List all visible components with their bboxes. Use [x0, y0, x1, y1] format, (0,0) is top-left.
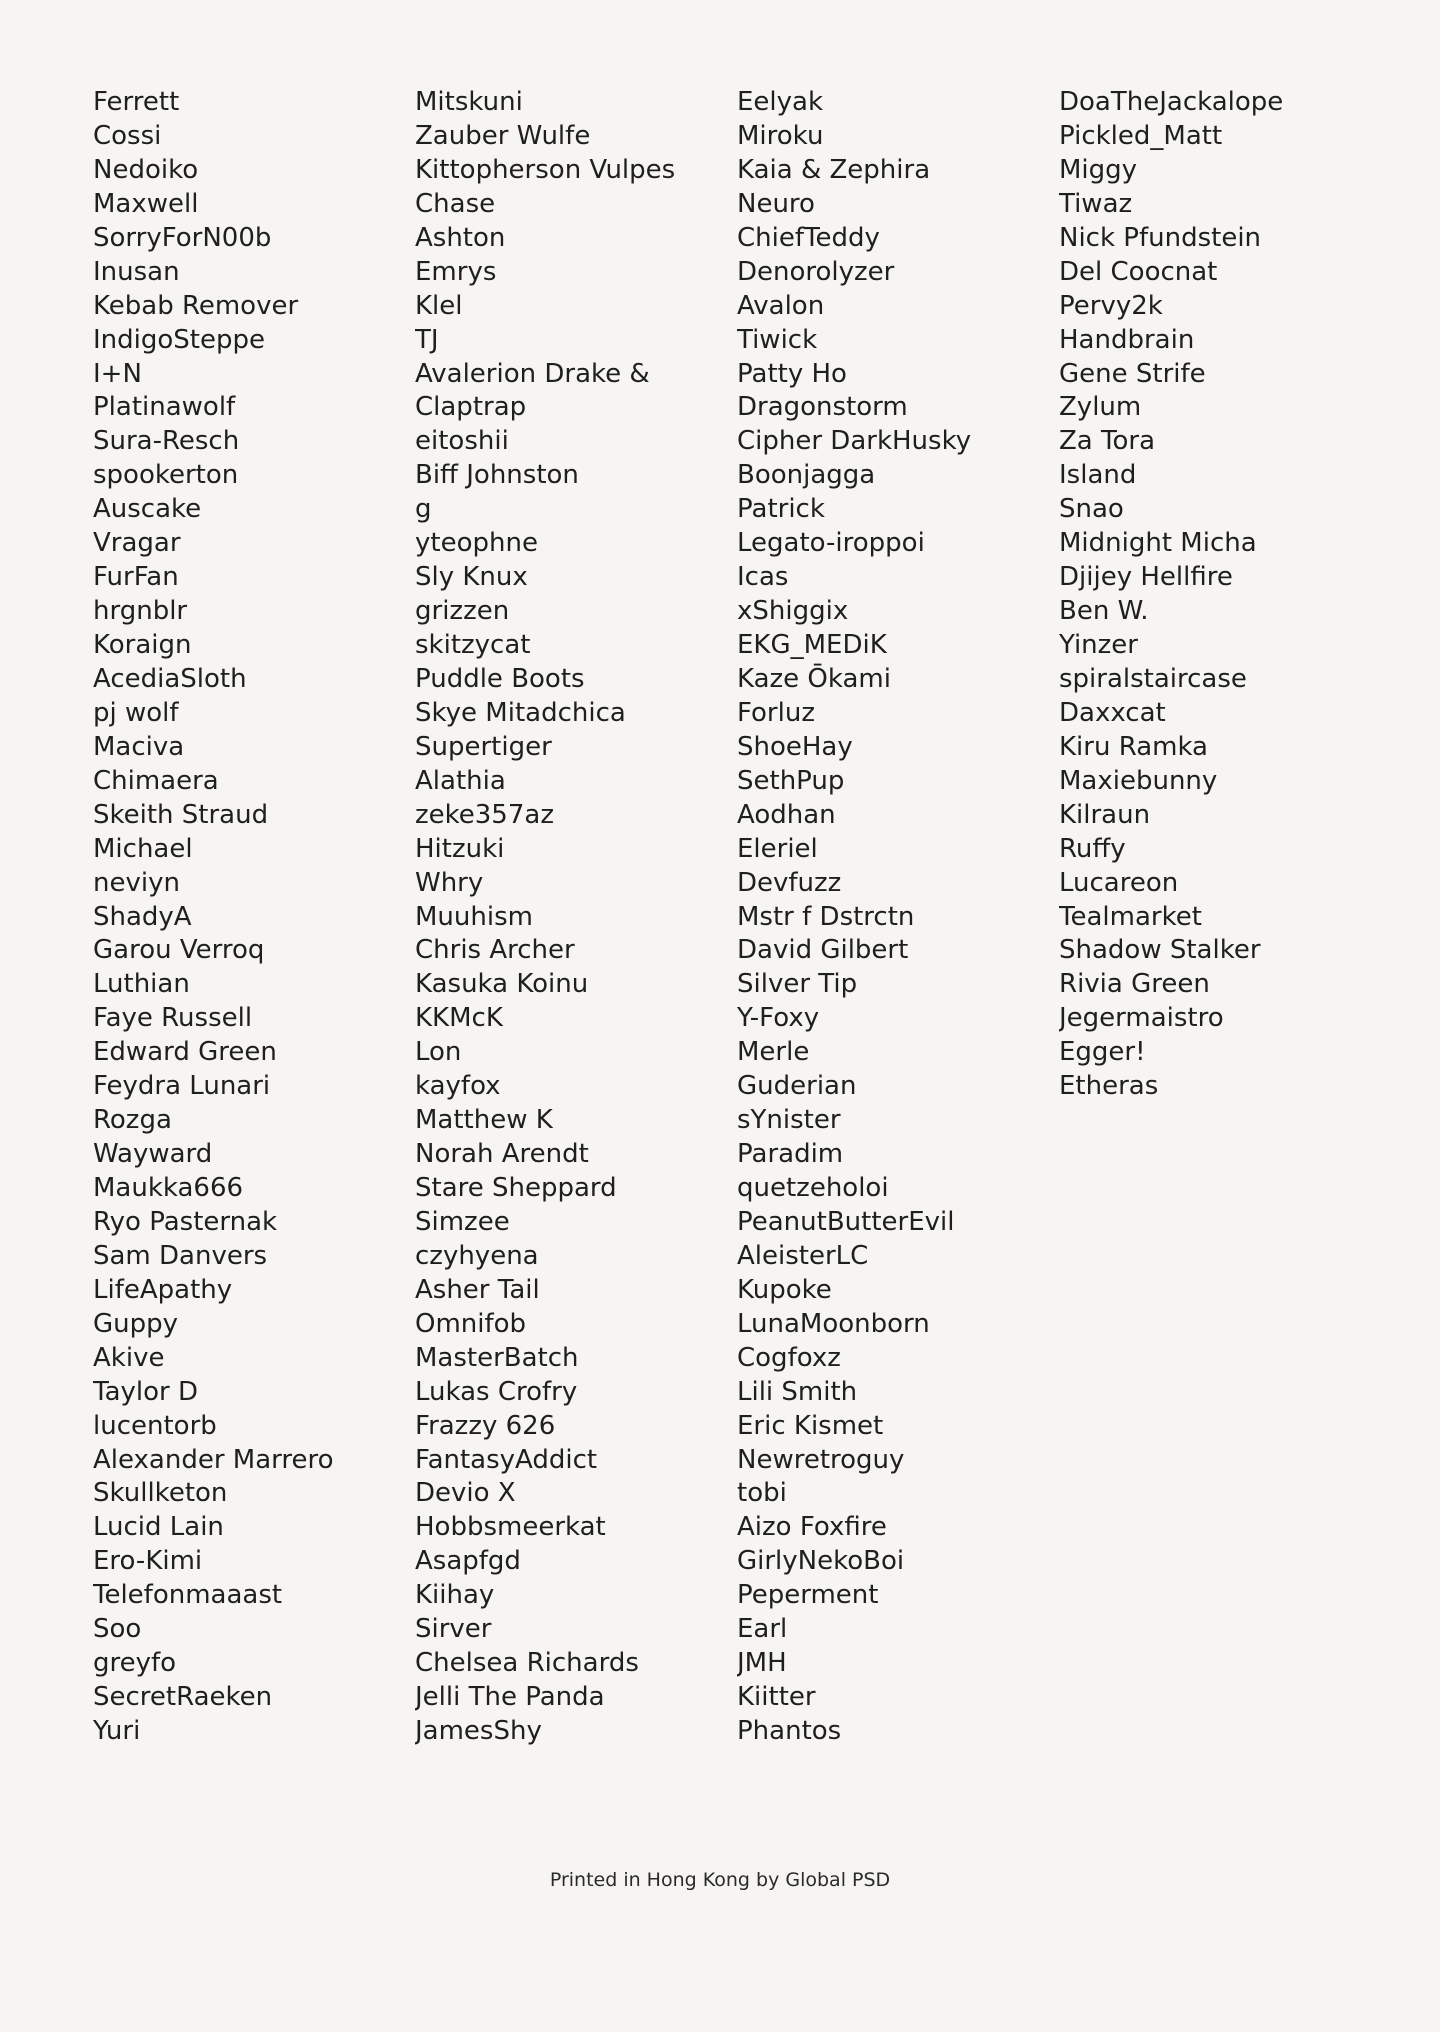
list-item: Koraign	[93, 630, 192, 660]
list-item: Chimaera	[93, 765, 219, 796]
list-item: Emrys	[415, 256, 497, 287]
list-item: Alathia	[415, 765, 506, 796]
list-item: eitoshii	[415, 426, 509, 457]
list-item: Ruffy	[1059, 833, 1126, 864]
list-item: Phantos	[737, 1716, 842, 1746]
list-item: Mitskuni	[415, 87, 523, 117]
list-item: Djijey Hellfire	[1059, 562, 1233, 593]
list-item: Pickled_Matt	[1059, 120, 1223, 151]
list-item: Eelyak	[737, 87, 824, 117]
list-item: Muuhism	[415, 901, 533, 932]
list-item: Skullketon	[93, 1478, 228, 1509]
list-item: kayfox	[415, 1071, 501, 1102]
list-item: Whry	[415, 867, 484, 898]
printer-credit: Printed in Hong Kong by Global PSD	[549, 1869, 891, 1891]
list-item: ShoeHay	[737, 731, 853, 762]
list-item: Nick Pfundstein	[1059, 222, 1262, 253]
list-item: pj wolf	[93, 697, 179, 728]
list-item: g	[415, 494, 432, 525]
list-item: Luthian	[93, 969, 190, 1000]
list-item: Forluz	[737, 697, 815, 728]
list-item: Shadow Stalker	[1059, 935, 1261, 966]
list-item: Guppy	[93, 1308, 179, 1339]
list-item: Peperment	[737, 1580, 879, 1611]
list-item: Lili Smith	[737, 1376, 858, 1407]
list-item: Aodhan	[737, 799, 836, 830]
list-item: Patrick	[737, 494, 825, 525]
list-item: Maukka666	[93, 1173, 244, 1203]
list-item: Skeith Straud	[93, 799, 269, 830]
list-item: Handbrain	[1059, 324, 1195, 355]
list-item: TJ	[415, 324, 439, 355]
list-item: SethPup	[737, 765, 845, 796]
list-item: Avalerion Drake &	[415, 358, 650, 389]
list-item: Patty Ho	[737, 358, 847, 389]
list-item: tobi	[737, 1478, 787, 1509]
list-item: Del Coocnat	[1059, 256, 1218, 287]
list-item: Hitzuki	[415, 833, 505, 864]
list-item: grizzen	[415, 596, 510, 627]
list-item: Inusan	[93, 256, 180, 287]
list-item: xShiggix	[737, 596, 849, 627]
list-item: IndigoSteppe	[93, 324, 265, 355]
list-item: Feydra Lunari	[93, 1071, 271, 1102]
list-item: Y-Foxy	[737, 1003, 820, 1034]
list-item: GirlyNekoBoi	[737, 1546, 905, 1577]
list-item: Garou Verroq	[93, 935, 265, 966]
list-item: Maxwell	[93, 188, 199, 219]
list-item: Eleriel	[737, 833, 818, 864]
list-item: Silver Tip	[737, 969, 858, 1000]
list-item: Tiwaz	[1059, 188, 1133, 219]
list-item: Taylor D	[93, 1376, 199, 1407]
list-item: Wayward	[93, 1139, 213, 1170]
list-item: Kittopherson Vulpes	[415, 154, 676, 185]
list-item: czyhyena	[415, 1240, 539, 1271]
list-item: Aizo Foxfire	[737, 1512, 887, 1543]
list-item: Zylum	[1059, 392, 1142, 423]
list-item: Asapfgd	[415, 1546, 521, 1577]
list-item: Skye Mitadchica	[415, 697, 626, 728]
list-item: Soo	[93, 1614, 142, 1645]
list-item: Eric Kismet	[737, 1410, 884, 1441]
list-item: David Gilbert	[737, 935, 909, 966]
list-item: LifeApathy	[93, 1274, 233, 1305]
list-item: Maxiebunny	[1059, 765, 1218, 796]
list-item: Michael	[93, 833, 193, 864]
list-item: Chase	[415, 188, 496, 219]
list-item: FantasyAddict	[415, 1444, 598, 1475]
list-item: spiralstaircase	[1059, 663, 1247, 694]
list-item: lucentorb	[93, 1410, 217, 1441]
list-item: Tealmarket	[1059, 901, 1202, 932]
list-item: Daxxcat	[1059, 697, 1166, 728]
list-item: Alexander Marrero	[93, 1444, 334, 1475]
list-item: Jegermaistro	[1059, 1003, 1224, 1034]
list-item: FurFan	[93, 562, 179, 593]
list-item: Snao	[1059, 494, 1124, 525]
list-item: Neuro	[737, 188, 815, 219]
list-item: JamesShy	[415, 1716, 542, 1746]
list-item: Supertiger	[415, 731, 552, 762]
list-item: Claptrap	[415, 392, 527, 423]
list-item: Faye Russell	[93, 1003, 253, 1034]
list-item: Kupoke	[737, 1274, 832, 1305]
list-item: Egger!	[1059, 1037, 1146, 1068]
list-item: Yuri	[93, 1716, 141, 1746]
list-item: Guderian	[737, 1071, 857, 1102]
list-item: Jelli The Panda	[415, 1682, 605, 1713]
list-item: zeke357az	[415, 799, 554, 830]
list-item: Ferrett	[93, 87, 180, 117]
list-item: Vragar	[93, 528, 181, 559]
list-item: hrgnblr	[93, 596, 188, 627]
list-item: Telefonmaaast	[93, 1580, 283, 1611]
list-item: greyfo	[93, 1648, 177, 1679]
list-item: Klel	[415, 290, 463, 321]
list-item: Pervy2k	[1059, 290, 1163, 321]
list-item: Chelsea Richards	[415, 1648, 639, 1679]
list-item: neviyn	[93, 867, 180, 898]
name-column-3	[737, 86, 1037, 1749]
list-item: Miggy	[1059, 154, 1138, 185]
list-item: Asher Tail	[415, 1274, 540, 1305]
list-item: SecretRaeken	[93, 1682, 273, 1713]
list-item: Hobbsmeerkat	[415, 1512, 606, 1543]
list-item: Mstr f Dstrctn	[737, 901, 915, 932]
list-item: Devfuzz	[737, 867, 842, 898]
list-item: JMH	[737, 1648, 787, 1679]
list-item: PeanutButterEvil	[737, 1206, 955, 1237]
list-item: Cossi	[93, 120, 162, 151]
list-item: Edward Green	[93, 1037, 277, 1068]
list-item: Frazzy 626	[415, 1410, 556, 1441]
list-item: Platinawolf	[93, 392, 236, 423]
name-column-2	[415, 86, 715, 1749]
list-item: yteophne	[415, 528, 538, 559]
list-item: Kiitter	[737, 1682, 816, 1713]
list-item: Za Tora	[1059, 426, 1156, 457]
list-item: ShadyA	[93, 901, 192, 932]
list-item: Akive	[93, 1342, 165, 1373]
list-item: Maciva	[93, 731, 185, 762]
list-item: Ryo Pasternak	[93, 1206, 278, 1237]
list-item: Etheras	[1059, 1071, 1159, 1102]
list-item: Kebab Remover	[93, 290, 299, 321]
list-item: KKMcK	[415, 1003, 503, 1034]
list-item: Kaia & Zephira	[737, 154, 931, 185]
list-item: Kilraun	[1059, 799, 1151, 830]
list-item: Boonjagga	[737, 460, 876, 491]
list-item: Devio X	[415, 1478, 516, 1509]
list-item: Yinzer	[1059, 630, 1138, 660]
list-item: Kiihay	[415, 1580, 495, 1611]
list-item: Ben W.	[1059, 596, 1149, 627]
list-item: Earl	[737, 1614, 788, 1645]
list-item: ChiefTeddy	[737, 222, 880, 253]
list-item: Gene Strife	[1059, 358, 1206, 389]
list-item: Cogfoxz	[737, 1342, 841, 1373]
list-item: Rivia Green	[1059, 969, 1210, 1000]
list-item: Paradim	[737, 1139, 844, 1170]
list-item: Legato-iroppoi	[737, 528, 925, 559]
list-item: Norah Arendt	[415, 1139, 589, 1170]
list-item: MasterBatch	[415, 1342, 579, 1373]
list-item: Rozga	[93, 1105, 172, 1136]
list-item: Cipher DarkHusky	[737, 426, 972, 457]
name-column-4	[1059, 86, 1359, 1104]
list-item: Tiwick	[737, 324, 818, 355]
list-item: Puddle Boots	[415, 663, 585, 694]
list-item: Lucareon	[1059, 867, 1179, 898]
list-item: Newretroguy	[737, 1444, 905, 1475]
list-item: Lon	[415, 1037, 462, 1068]
list-item: Chris Archer	[415, 935, 575, 966]
list-item: EKG_MEDiK	[737, 630, 887, 660]
list-item: Island	[1059, 460, 1137, 491]
list-item: Kaze Ōkami	[737, 663, 891, 694]
list-item: Nedoiko	[93, 154, 199, 185]
list-item: Merle	[737, 1037, 810, 1068]
list-item: AcediaSloth	[93, 663, 247, 694]
list-item: AleisterLC	[737, 1240, 869, 1271]
list-item: Denorolyzer	[737, 256, 895, 287]
list-item: Auscake	[93, 494, 202, 525]
list-item: Midnight Micha	[1059, 528, 1257, 559]
list-item: Sura-Resch	[93, 426, 240, 457]
list-item: Lucid Lain	[93, 1512, 224, 1543]
list-item: Zauber Wulfe	[415, 120, 591, 151]
list-item: Sam Danvers	[93, 1240, 268, 1271]
list-item: Miroku	[737, 120, 824, 151]
list-item: Ero-Kimi	[93, 1546, 203, 1577]
list-item: Biff Johnston	[415, 460, 579, 491]
list-item: Kiru Ramka	[1059, 731, 1208, 762]
list-item: Matthew K	[415, 1105, 553, 1136]
list-item: Sirver	[415, 1614, 492, 1645]
list-item: Simzee	[415, 1206, 510, 1237]
list-item: Dragonstorm	[737, 392, 908, 423]
list-item: DoaTheJackalope	[1059, 87, 1284, 117]
list-item: quetzeholoi	[737, 1173, 889, 1203]
list-item: I+N	[93, 358, 142, 389]
list-item: spookerton	[93, 460, 239, 491]
name-column-1	[93, 86, 393, 1749]
list-item: Avalon	[737, 290, 825, 321]
list-item: skitzycat	[415, 630, 531, 660]
list-item: Ashton	[415, 222, 506, 253]
list-item: Omnifob	[415, 1308, 527, 1339]
list-item: LunaMoonborn	[737, 1308, 930, 1339]
list-item: SorryForN00b	[93, 222, 272, 253]
list-item: Stare Sheppard	[415, 1173, 617, 1203]
list-item: Lukas Crofry	[415, 1376, 578, 1407]
list-item: Kasuka Koinu	[415, 969, 589, 1000]
list-item: sYnister	[737, 1105, 841, 1136]
list-item: Sly Knux	[415, 562, 528, 593]
list-item: Icas	[737, 562, 789, 593]
